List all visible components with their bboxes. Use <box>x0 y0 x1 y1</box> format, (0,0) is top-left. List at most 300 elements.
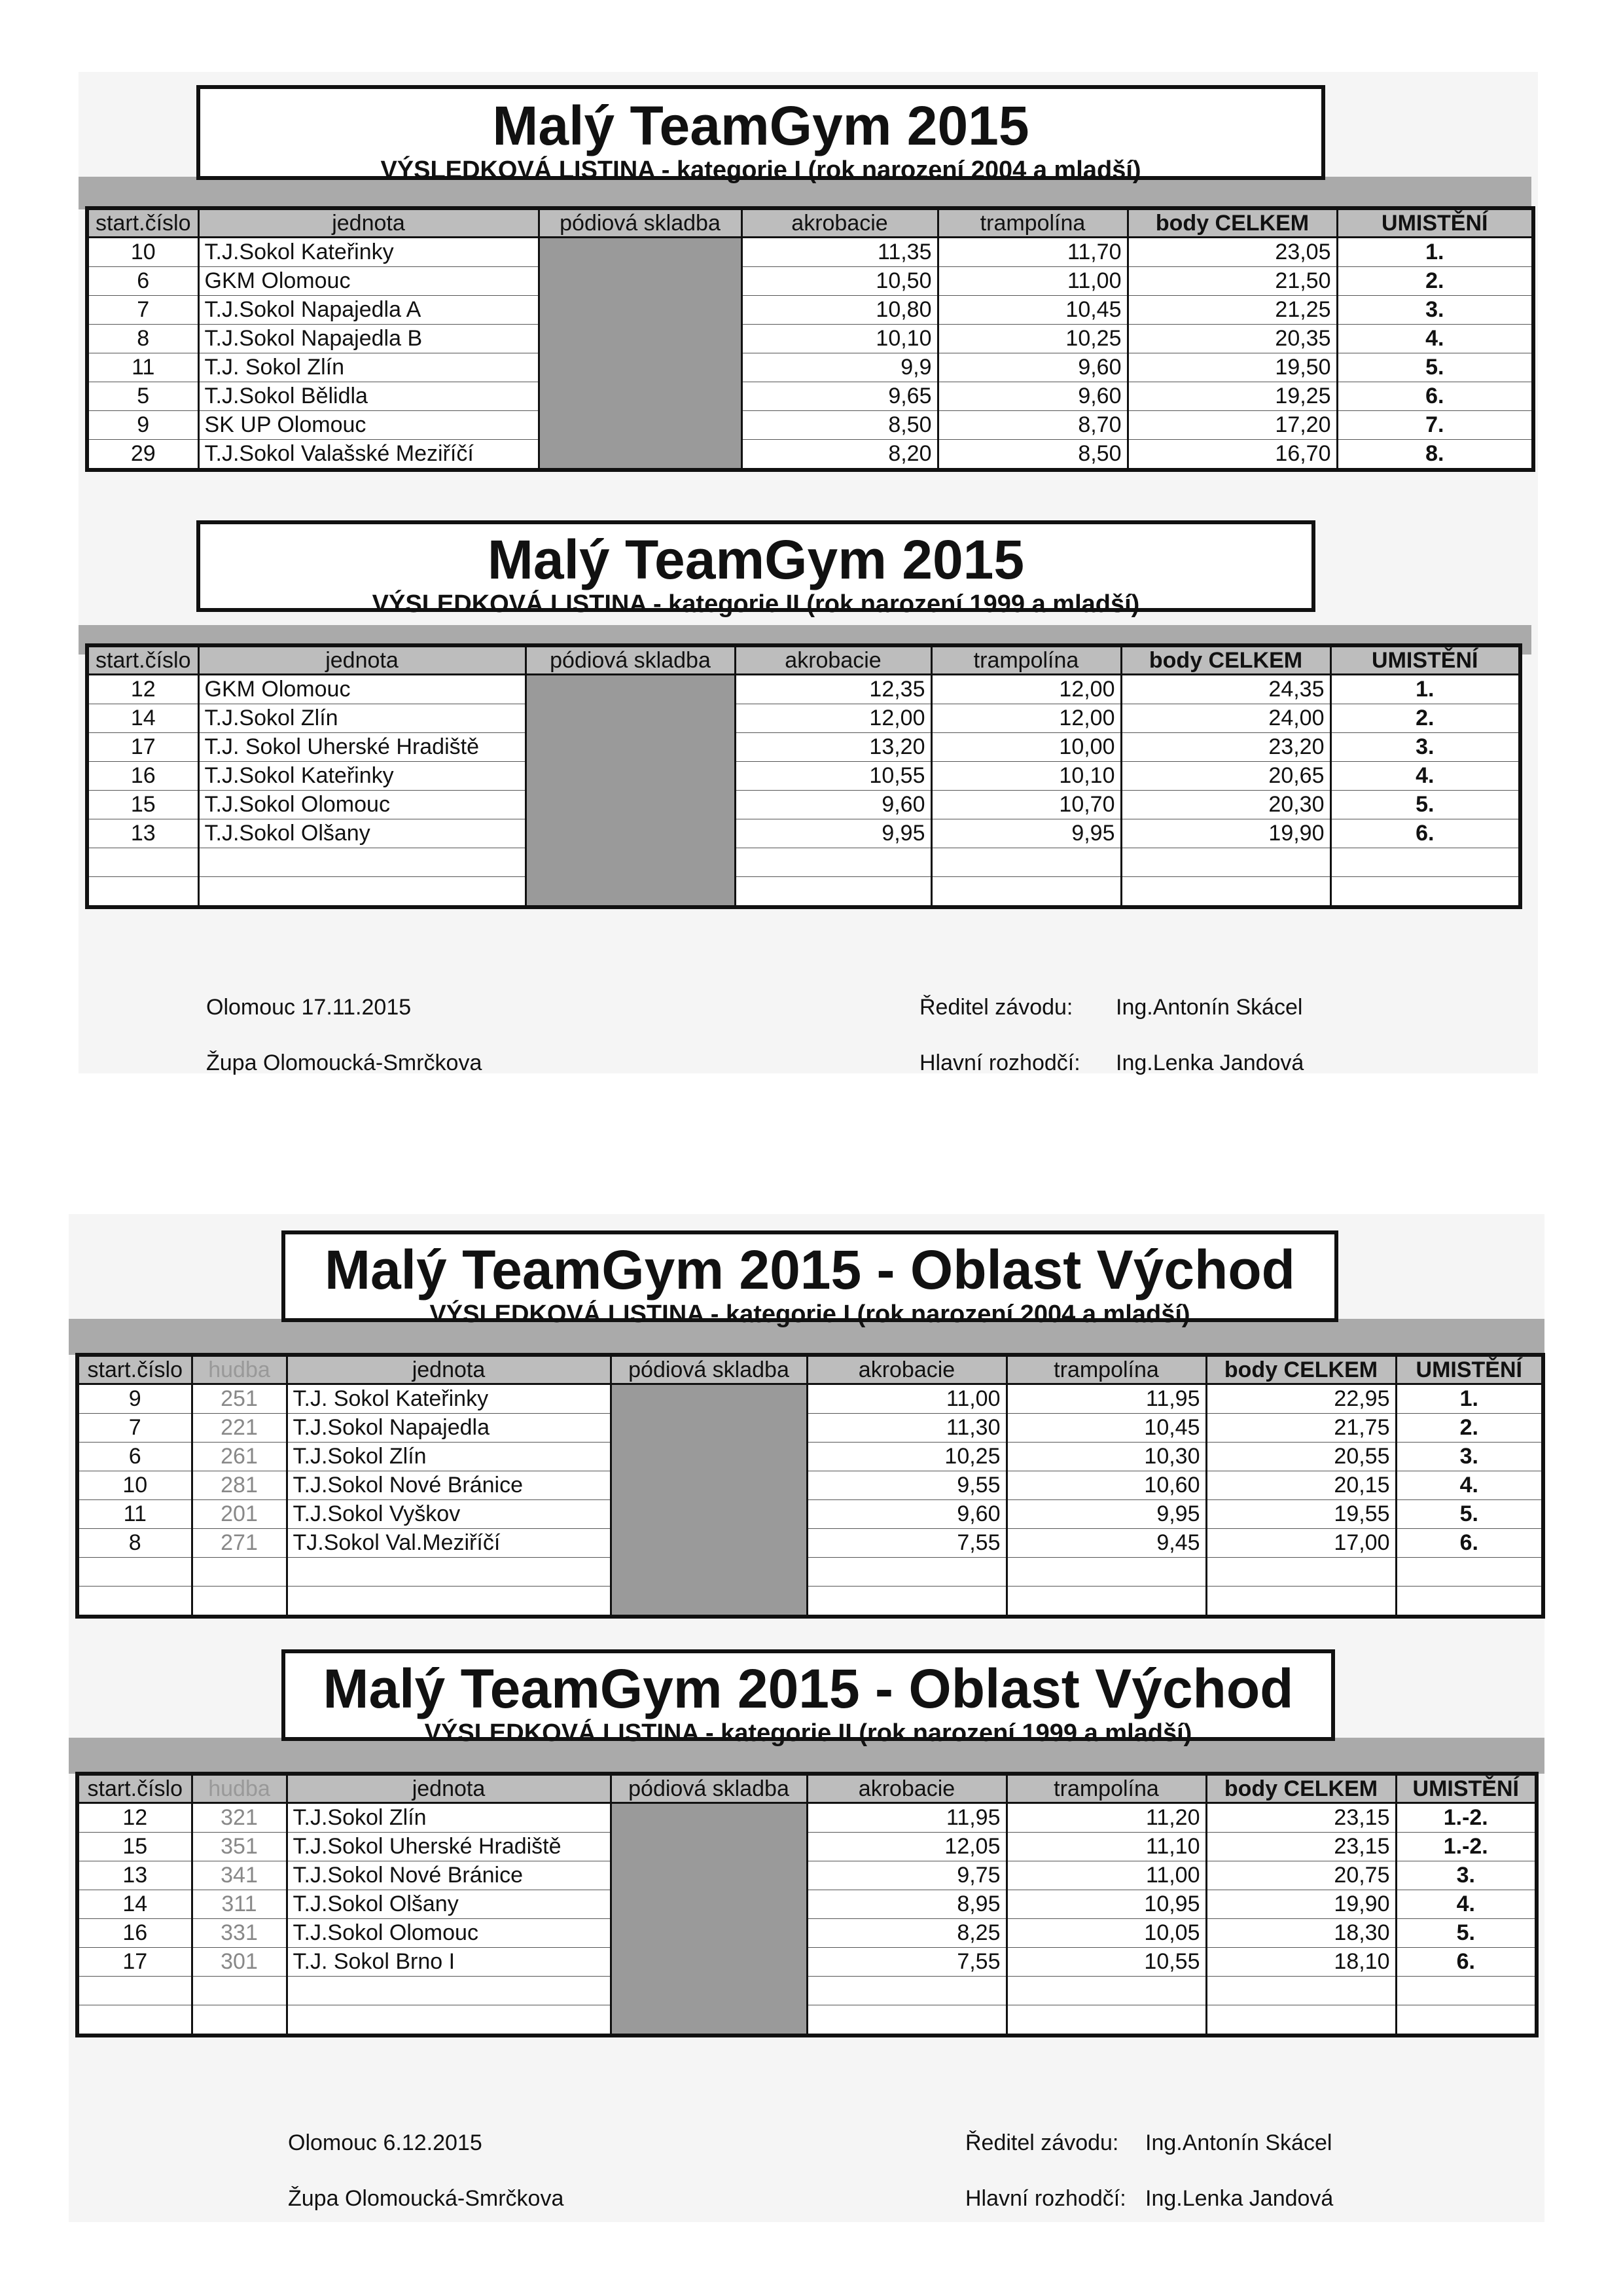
table-row <box>87 411 1533 440</box>
cell-start: 7 <box>77 1414 192 1443</box>
cell-body: 20,55 <box>1206 1443 1396 1471</box>
cell-jednota: T.J.Sokol Vyškov <box>287 1500 611 1529</box>
cell-trampolina: 11,70 <box>938 238 1128 267</box>
cell-jednota <box>287 1558 611 1587</box>
header-body: body CELKEM <box>1121 645 1330 675</box>
cell-start <box>87 848 198 877</box>
cell-akrobacie <box>807 1977 1007 2005</box>
cell-trampolina <box>931 877 1121 908</box>
cell-jednota: T.J. Sokol Zlín <box>198 353 539 382</box>
title: Malý TeamGym 2015 - Oblast Východ <box>324 1239 1295 1300</box>
table-row <box>77 1558 1543 1587</box>
cell-hudba: 341 <box>192 1861 287 1890</box>
cell-start: 9 <box>87 411 198 440</box>
cell-jednota: GKM Olomouc <box>198 267 539 296</box>
cell-jednota <box>198 848 526 877</box>
director-label: Ředitel závodu: <box>965 2130 1119 2155</box>
cell-akrobacie <box>735 848 931 877</box>
table-row <box>77 1948 1537 1977</box>
cell-umisteni <box>1396 1587 1543 1617</box>
table-row <box>77 1529 1543 1558</box>
table-header-row <box>87 208 1533 238</box>
header-akrobacie: akrobacie <box>807 1355 1007 1384</box>
cell-hudba: 271 <box>192 1529 287 1558</box>
cell-hudba <box>192 1977 287 2005</box>
cell-umisteni <box>1330 877 1520 908</box>
subtitle: VÝSLEDKOVÁ LISTINA - kategorie II (rok narození 1999 a mladší) <box>372 590 1140 618</box>
cell-trampolina <box>1007 1558 1206 1587</box>
table-row <box>77 1384 1543 1414</box>
table-row <box>87 819 1520 848</box>
cell-start: 29 <box>87 440 198 471</box>
cell-jednota: T.J.Sokol Zlín <box>287 1803 611 1833</box>
cell-trampolina: 10,55 <box>1007 1948 1206 1977</box>
cell-trampolina <box>1007 1587 1206 1617</box>
cell-hudba: 301 <box>192 1948 287 1977</box>
cell-jednota: T.J.Sokol Napajedla A <box>198 296 539 325</box>
cell-body: 23,15 <box>1206 1833 1396 1861</box>
cell-trampolina: 11,95 <box>1007 1384 1206 1414</box>
cell-start: 8 <box>87 325 198 353</box>
header-jednota: jednota <box>198 208 539 238</box>
cell-start: 16 <box>87 762 198 791</box>
cell-body: 24,00 <box>1121 704 1330 733</box>
cell-akrobacie: 9,55 <box>807 1471 1007 1500</box>
table-header-row <box>77 1774 1537 1803</box>
cell-akrobacie: 13,20 <box>735 733 931 762</box>
table-row <box>77 2005 1537 2036</box>
header-body: body CELKEM <box>1128 208 1337 238</box>
judge-label: Hlavní rozhodčí: <box>919 1050 1080 1075</box>
table-row <box>87 877 1520 908</box>
cell-trampolina <box>931 848 1121 877</box>
cell-body: 18,10 <box>1206 1948 1396 1977</box>
director-label: Ředitel závodu: <box>919 995 1073 1020</box>
cell-start: 14 <box>77 1890 192 1919</box>
cell-umisteni: 1.-2. <box>1396 1803 1537 1833</box>
cell-start <box>77 1977 192 2005</box>
cell-start: 13 <box>77 1861 192 1890</box>
cell-hudba: 331 <box>192 1919 287 1948</box>
cell-hudba: 281 <box>192 1471 287 1500</box>
cell-jednota: T.J.Sokol Nové Bránice <box>287 1471 611 1500</box>
cell-umisteni: 2. <box>1337 267 1533 296</box>
cell-start <box>87 877 198 908</box>
cell-umisteni: 5. <box>1396 1919 1537 1948</box>
header-akrobacie: akrobacie <box>741 208 938 238</box>
cell-body: 17,20 <box>1128 411 1337 440</box>
cell-body: 20,30 <box>1121 791 1330 819</box>
cell-body <box>1121 877 1330 908</box>
cell-jednota: T.J.Sokol Olomouc <box>198 791 526 819</box>
cell-jednota: GKM Olomouc <box>198 675 526 704</box>
cell-jednota: T.J. Sokol Uherské Hradiště <box>198 733 526 762</box>
header-akrobacie: akrobacie <box>807 1774 1007 1803</box>
table-row <box>77 1587 1543 1617</box>
table-row <box>77 1471 1543 1500</box>
cell-akrobacie <box>807 1587 1007 1617</box>
judge-name: Ing.Lenka Jandová <box>1145 2186 1334 2211</box>
cell-body: 21,25 <box>1128 296 1337 325</box>
cell-jednota: T.J.Sokol Olšany <box>198 819 526 848</box>
table-header-row <box>87 645 1520 675</box>
cell-jednota: T.J.Sokol Napajedla <box>287 1414 611 1443</box>
cell-trampolina: 10,95 <box>1007 1890 1206 1919</box>
cell-body: 21,50 <box>1128 267 1337 296</box>
cell-start: 11 <box>87 353 198 382</box>
cell-akrobacie: 9,95 <box>735 819 931 848</box>
table-row <box>87 325 1533 353</box>
subtitle: VÝSLEDKOVÁ LISTINA - kategorie I (rok narození 2004 a mladší) <box>429 1300 1190 1328</box>
cell-akrobacie: 10,25 <box>807 1443 1007 1471</box>
header-umisteni: UMISTĚNÍ <box>1396 1774 1537 1803</box>
cell-start: 11 <box>77 1500 192 1529</box>
table-row <box>77 1414 1543 1443</box>
subtitle: VÝSLEDKOVÁ LISTINA - kategorie II (rok narození 1999 a mladší) <box>424 1719 1192 1747</box>
cell-body <box>1206 2005 1396 2036</box>
header-trampolina: trampolína <box>931 645 1121 675</box>
cell-akrobacie: 12,35 <box>735 675 931 704</box>
header-umisteni: UMISTĚNÍ <box>1330 645 1520 675</box>
cell-akrobacie: 12,00 <box>735 704 931 733</box>
table-header-row <box>77 1355 1543 1384</box>
cell-body <box>1206 1587 1396 1617</box>
cell-podiova <box>526 675 735 908</box>
cell-jednota: T.J.Sokol Olomouc <box>287 1919 611 1948</box>
cell-akrobacie: 11,95 <box>807 1803 1007 1833</box>
cell-trampolina: 11,10 <box>1007 1833 1206 1861</box>
table-row <box>77 1861 1537 1890</box>
cell-umisteni <box>1396 1977 1537 2005</box>
cell-umisteni: 1.-2. <box>1396 1833 1537 1861</box>
table-row <box>87 675 1520 704</box>
cell-body <box>1206 1977 1396 2005</box>
cell-jednota <box>198 877 526 908</box>
cell-jednota: T.J.Sokol Zlín <box>198 704 526 733</box>
cell-body: 24,35 <box>1121 675 1330 704</box>
cell-hudba: 261 <box>192 1443 287 1471</box>
table-row <box>87 704 1520 733</box>
cell-akrobacie: 11,30 <box>807 1414 1007 1443</box>
cell-akrobacie: 9,65 <box>741 382 938 411</box>
cell-body: 21,75 <box>1206 1414 1396 1443</box>
cell-akrobacie: 10,10 <box>741 325 938 353</box>
cell-trampolina: 9,60 <box>938 353 1128 382</box>
title-box <box>281 1230 1338 1328</box>
cell-umisteni: 1. <box>1337 238 1533 267</box>
cell-jednota: T.J.Sokol Napajedla B <box>198 325 539 353</box>
cell-trampolina: 10,60 <box>1007 1471 1206 1500</box>
header-start: start.číslo <box>77 1774 192 1803</box>
cell-trampolina: 9,60 <box>938 382 1128 411</box>
cell-trampolina: 8,70 <box>938 411 1128 440</box>
header-body: body CELKEM <box>1206 1774 1396 1803</box>
cell-start: 14 <box>87 704 198 733</box>
cell-hudba: 201 <box>192 1500 287 1529</box>
title-box <box>196 520 1315 618</box>
header-trampolina: trampolína <box>1007 1355 1206 1384</box>
cell-trampolina: 11,00 <box>1007 1861 1206 1890</box>
cell-akrobacie: 10,50 <box>741 267 938 296</box>
judge-name: Ing.Lenka Jandová <box>1116 1050 1304 1075</box>
cell-akrobacie <box>735 877 931 908</box>
cell-podiova <box>539 238 741 471</box>
table-row <box>87 267 1533 296</box>
cell-trampolina: 10,70 <box>931 791 1121 819</box>
cell-podiova <box>611 1384 807 1617</box>
cell-body <box>1121 848 1330 877</box>
title: Malý TeamGym 2015 - Oblast Východ <box>323 1658 1294 1719</box>
cell-jednota: T.J.Sokol Uherské Hradiště <box>287 1833 611 1861</box>
cell-umisteni: 5. <box>1337 353 1533 382</box>
cell-jednota <box>287 1977 611 2005</box>
cell-body: 18,30 <box>1206 1919 1396 1948</box>
cell-start: 12 <box>87 675 198 704</box>
cell-jednota: TJ.Sokol Val.Meziříčí <box>287 1529 611 1558</box>
cell-akrobacie: 9,9 <box>741 353 938 382</box>
header-jednota: jednota <box>287 1774 611 1803</box>
cell-jednota <box>287 2005 611 2036</box>
cell-trampolina: 12,00 <box>931 704 1121 733</box>
cell-umisteni: 4. <box>1337 325 1533 353</box>
cell-umisteni <box>1396 2005 1537 2036</box>
cell-body: 16,70 <box>1128 440 1337 471</box>
header-umisteni: UMISTĚNÍ <box>1337 208 1533 238</box>
table-row <box>87 238 1533 267</box>
cell-jednota: T.J.Sokol Olšany <box>287 1890 611 1919</box>
cell-trampolina: 11,00 <box>938 267 1128 296</box>
cell-jednota <box>287 1587 611 1617</box>
cell-hudba <box>192 2005 287 2036</box>
results-table <box>75 1353 1545 1619</box>
cell-umisteni: 4. <box>1396 1471 1543 1500</box>
header-start: start.číslo <box>87 645 198 675</box>
cell-body: 20,35 <box>1128 325 1337 353</box>
cell-umisteni: 3. <box>1337 296 1533 325</box>
cell-body: 19,90 <box>1206 1890 1396 1919</box>
table-row <box>87 382 1533 411</box>
cell-start: 5 <box>87 382 198 411</box>
table-row <box>77 1443 1543 1471</box>
cell-start: 6 <box>87 267 198 296</box>
cell-akrobacie <box>807 1558 1007 1587</box>
cell-jednota: T.J. Sokol Brno I <box>287 1948 611 1977</box>
cell-body: 19,90 <box>1121 819 1330 848</box>
cell-start: 13 <box>87 819 198 848</box>
results-table <box>85 643 1522 909</box>
table-row <box>77 1500 1543 1529</box>
header-start: start.číslo <box>77 1355 192 1384</box>
cell-umisteni <box>1330 848 1520 877</box>
table-row <box>87 762 1520 791</box>
cell-umisteni: 7. <box>1337 411 1533 440</box>
cell-hudba: 351 <box>192 1833 287 1861</box>
table-row <box>77 1890 1537 1919</box>
header-podiova: pódiová skladba <box>611 1774 807 1803</box>
cell-akrobacie: 9,75 <box>807 1861 1007 1890</box>
cell-start <box>77 2005 192 2036</box>
cell-body: 23,05 <box>1128 238 1337 267</box>
cell-akrobacie: 9,60 <box>807 1500 1007 1529</box>
cell-trampolina: 9,45 <box>1007 1529 1206 1558</box>
cell-start: 17 <box>77 1948 192 1977</box>
cell-trampolina: 9,95 <box>1007 1500 1206 1529</box>
cell-akrobacie: 8,25 <box>807 1919 1007 1948</box>
header-body: body CELKEM <box>1206 1355 1396 1384</box>
cell-podiova <box>611 1803 807 2036</box>
director-name: Ing.Antonín Skácel <box>1145 2130 1332 2155</box>
cell-umisteni: 5. <box>1330 791 1520 819</box>
cell-umisteni: 3. <box>1330 733 1520 762</box>
cell-akrobacie <box>807 2005 1007 2036</box>
cell-umisteni: 1. <box>1396 1384 1543 1414</box>
cell-body: 22,95 <box>1206 1384 1396 1414</box>
cell-hudba: 221 <box>192 1414 287 1443</box>
header-jednota: jednota <box>287 1355 611 1384</box>
table-row <box>87 733 1520 762</box>
header-podiova: pódiová skladba <box>611 1355 807 1384</box>
cell-start: 16 <box>77 1919 192 1948</box>
table-row <box>77 1919 1537 1948</box>
cell-umisteni: 5. <box>1396 1500 1543 1529</box>
cell-akrobacie: 10,55 <box>735 762 931 791</box>
cell-trampolina <box>1007 1977 1206 2005</box>
cell-trampolina: 10,10 <box>931 762 1121 791</box>
subtitle: VÝSLEDKOVÁ LISTINA - kategorie I (rok narození 2004 a mladší) <box>380 156 1141 184</box>
header-start: start.číslo <box>87 208 198 238</box>
cell-start <box>77 1587 192 1617</box>
title-box <box>281 1649 1335 1747</box>
cell-akrobacie: 12,05 <box>807 1833 1007 1861</box>
header-trampolina: trampolína <box>1007 1774 1206 1803</box>
cell-hudba: 311 <box>192 1890 287 1919</box>
cell-body: 19,25 <box>1128 382 1337 411</box>
header-podiova: pódiová skladba <box>526 645 735 675</box>
cell-umisteni: 3. <box>1396 1861 1537 1890</box>
cell-umisteni: 6. <box>1337 382 1533 411</box>
cell-umisteni: 4. <box>1396 1890 1537 1919</box>
director-name: Ing.Antonín Skácel <box>1116 995 1303 1020</box>
cell-body: 19,50 <box>1128 353 1337 382</box>
cell-umisteni <box>1396 1558 1543 1587</box>
table-row <box>77 1833 1537 1861</box>
cell-umisteni: 2. <box>1396 1414 1543 1443</box>
cell-akrobacie: 9,60 <box>735 791 931 819</box>
title-box <box>196 85 1325 184</box>
cell-trampolina: 10,00 <box>931 733 1121 762</box>
cell-hudba: 251 <box>192 1384 287 1414</box>
cell-umisteni: 6. <box>1396 1948 1537 1977</box>
cell-akrobacie: 8,20 <box>741 440 938 471</box>
cell-start: 12 <box>77 1803 192 1833</box>
cell-body: 20,15 <box>1206 1471 1396 1500</box>
cell-jednota: T.J.Sokol Zlín <box>287 1443 611 1471</box>
cell-body: 17,00 <box>1206 1529 1396 1558</box>
cell-hudba: 321 <box>192 1803 287 1833</box>
cell-umisteni: 6. <box>1396 1529 1543 1558</box>
cell-akrobacie: 11,35 <box>741 238 938 267</box>
cell-body: 20,75 <box>1206 1861 1396 1890</box>
cell-start: 6 <box>77 1443 192 1471</box>
cell-umisteni: 2. <box>1330 704 1520 733</box>
results-table <box>85 206 1535 472</box>
cell-start <box>77 1558 192 1587</box>
judge-label: Hlavní rozhodčí: <box>965 2186 1126 2211</box>
cell-jednota: SK UP Olomouc <box>198 411 539 440</box>
cell-umisteni: 6. <box>1330 819 1520 848</box>
cell-start: 10 <box>87 238 198 267</box>
cell-jednota: T.J.Sokol Kateřinky <box>198 762 526 791</box>
cell-umisteni: 8. <box>1337 440 1533 471</box>
header-hudba: hudba <box>192 1774 287 1803</box>
cell-jednota: T.J. Sokol Kateřinky <box>287 1384 611 1414</box>
cell-akrobacie: 8,95 <box>807 1890 1007 1919</box>
title: Malý TeamGym 2015 <box>492 95 1029 156</box>
header-trampolina: trampolína <box>938 208 1128 238</box>
footer-date: Olomouc 6.12.2015 <box>288 2130 482 2155</box>
cell-body: 23,15 <box>1206 1803 1396 1833</box>
cell-start: 10 <box>77 1471 192 1500</box>
cell-start: 17 <box>87 733 198 762</box>
cell-trampolina: 9,95 <box>931 819 1121 848</box>
cell-umisteni: 1. <box>1330 675 1520 704</box>
cell-start: 7 <box>87 296 198 325</box>
footer-date: Olomouc 17.11.2015 <box>206 995 412 1020</box>
cell-trampolina: 12,00 <box>931 675 1121 704</box>
cell-body: 19,55 <box>1206 1500 1396 1529</box>
cell-akrobacie: 7,55 <box>807 1529 1007 1558</box>
table-row <box>87 791 1520 819</box>
cell-hudba <box>192 1587 287 1617</box>
title: Malý TeamGym 2015 <box>487 529 1025 590</box>
cell-start: 8 <box>77 1529 192 1558</box>
cell-trampolina: 8,50 <box>938 440 1128 471</box>
results-table <box>75 1772 1539 2037</box>
cell-hudba <box>192 1558 287 1587</box>
cell-start: 15 <box>87 791 198 819</box>
cell-trampolina: 10,05 <box>1007 1919 1206 1948</box>
cell-umisteni: 3. <box>1396 1443 1543 1471</box>
cell-akrobacie: 8,50 <box>741 411 938 440</box>
table-row <box>77 1803 1537 1833</box>
cell-start: 9 <box>77 1384 192 1414</box>
table-row <box>87 296 1533 325</box>
cell-trampolina: 10,45 <box>938 296 1128 325</box>
footer-org: Župa Olomoucká-Smrčkova <box>206 1050 482 1075</box>
cell-jednota: T.J.Sokol Kateřinky <box>198 238 539 267</box>
cell-jednota: T.J.Sokol Nové Bránice <box>287 1861 611 1890</box>
footer-org: Župa Olomoucká-Smrčkova <box>288 2186 564 2211</box>
cell-trampolina: 10,25 <box>938 325 1128 353</box>
cell-trampolina <box>1007 2005 1206 2036</box>
cell-body <box>1206 1558 1396 1587</box>
header-akrobacie: akrobacie <box>735 645 931 675</box>
cell-trampolina: 11,20 <box>1007 1803 1206 1833</box>
cell-trampolina: 10,30 <box>1007 1443 1206 1471</box>
cell-start: 15 <box>77 1833 192 1861</box>
header-podiova: pódiová skladba <box>539 208 741 238</box>
header-umisteni: UMISTĚNÍ <box>1396 1355 1543 1384</box>
header-hudba: hudba <box>192 1355 287 1384</box>
cell-trampolina: 10,45 <box>1007 1414 1206 1443</box>
cell-jednota: T.J.Sokol Bělidla <box>198 382 539 411</box>
cell-umisteni: 4. <box>1330 762 1520 791</box>
table-row <box>87 440 1533 471</box>
table-row <box>87 848 1520 877</box>
cell-akrobacie: 11,00 <box>807 1384 1007 1414</box>
cell-jednota: T.J.Sokol Valašské Meziříčí <box>198 440 539 471</box>
table-row <box>87 353 1533 382</box>
